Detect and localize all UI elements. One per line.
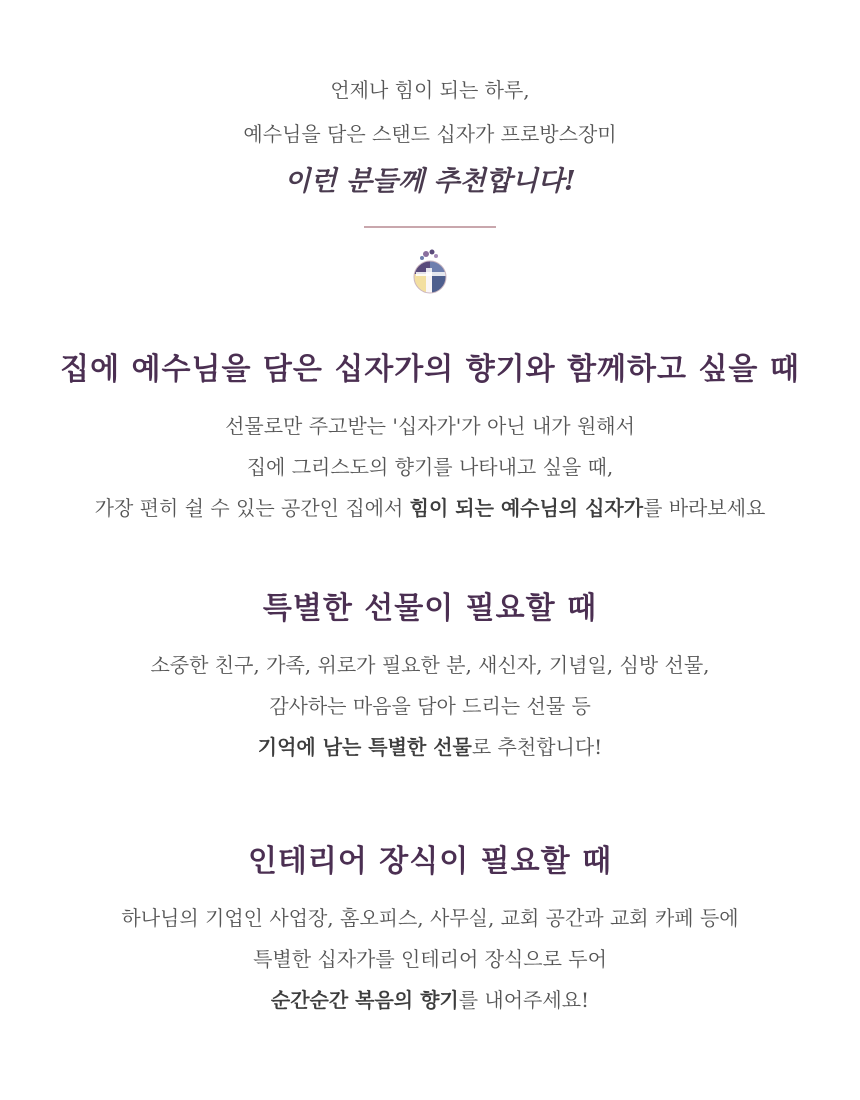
line-text: 선물로만 주고받는 '십자가'가 아닌 내가 원해서 (225, 414, 635, 438)
line-text: 집에 그리스도의 향기를 나타내고 싶을 때, (246, 455, 614, 479)
section-title: 집에 예수님을 담은 십자가의 향기와 함께하고 싶을 때 (60, 352, 800, 387)
flower-dot (430, 250, 435, 255)
section-title: 인테리어 장식이 필요할 때 (247, 844, 613, 879)
line-text: 를 내어주세요! (458, 988, 590, 1012)
section-line (0, 406, 860, 447)
flower-dot (434, 254, 438, 258)
intro-headline: 이런 분들께 추천합니다! (284, 166, 576, 197)
section-line (0, 980, 860, 1021)
section-line (0, 488, 860, 529)
line-text: 특별한 십자가를 인테리어 장식으로 두어 (253, 947, 607, 971)
section-line (0, 686, 860, 727)
line-emphasis: 순간순간 복음의 향기 (270, 988, 459, 1012)
section-body (0, 898, 860, 1021)
flower-dot (423, 251, 429, 257)
section-line (0, 645, 860, 686)
emblem (0, 248, 860, 296)
section-line (0, 727, 860, 768)
line-emphasis: 힘이 되는 예수님의 십자가 (409, 496, 644, 520)
line-text: 로 추천합니다! (471, 735, 603, 759)
line-text: 를 바라보세요 (643, 496, 766, 520)
intro-line-2: 예수님을 담은 스탠드 십자가 프로방스장미 (243, 122, 617, 146)
divider-line (364, 226, 496, 228)
rose-cross-emblem-icon (410, 248, 450, 296)
intro-block (0, 0, 860, 202)
flower-dot (420, 256, 424, 260)
section-line (0, 447, 860, 488)
line-text: 가장 편히 쉴 수 있는 공간인 집에서 (94, 496, 410, 520)
intro-line-1: 언제나 힘이 되는 하루, (330, 78, 530, 102)
section-body (0, 645, 860, 768)
section-body (0, 406, 860, 529)
line-text: 감사하는 마음을 담아 드리는 선물 등 (269, 694, 591, 718)
section-gift (0, 587, 860, 768)
section-interior (0, 840, 860, 1021)
line-emphasis: 기억에 남는 특별한 선물 (257, 735, 472, 759)
section-line (0, 939, 860, 980)
line-text: 소중한 친구, 가족, 위로가 필요한 분, 새신자, 기념일, 심방 선물, (150, 653, 710, 677)
section-title: 특별한 선물이 필요할 때 (262, 591, 598, 626)
section-line (0, 898, 860, 939)
line-text: 하나님의 기업인 사업장, 홈오피스, 사무실, 교회 공간과 교회 카페 등에 (121, 906, 739, 930)
section-home (0, 348, 860, 529)
